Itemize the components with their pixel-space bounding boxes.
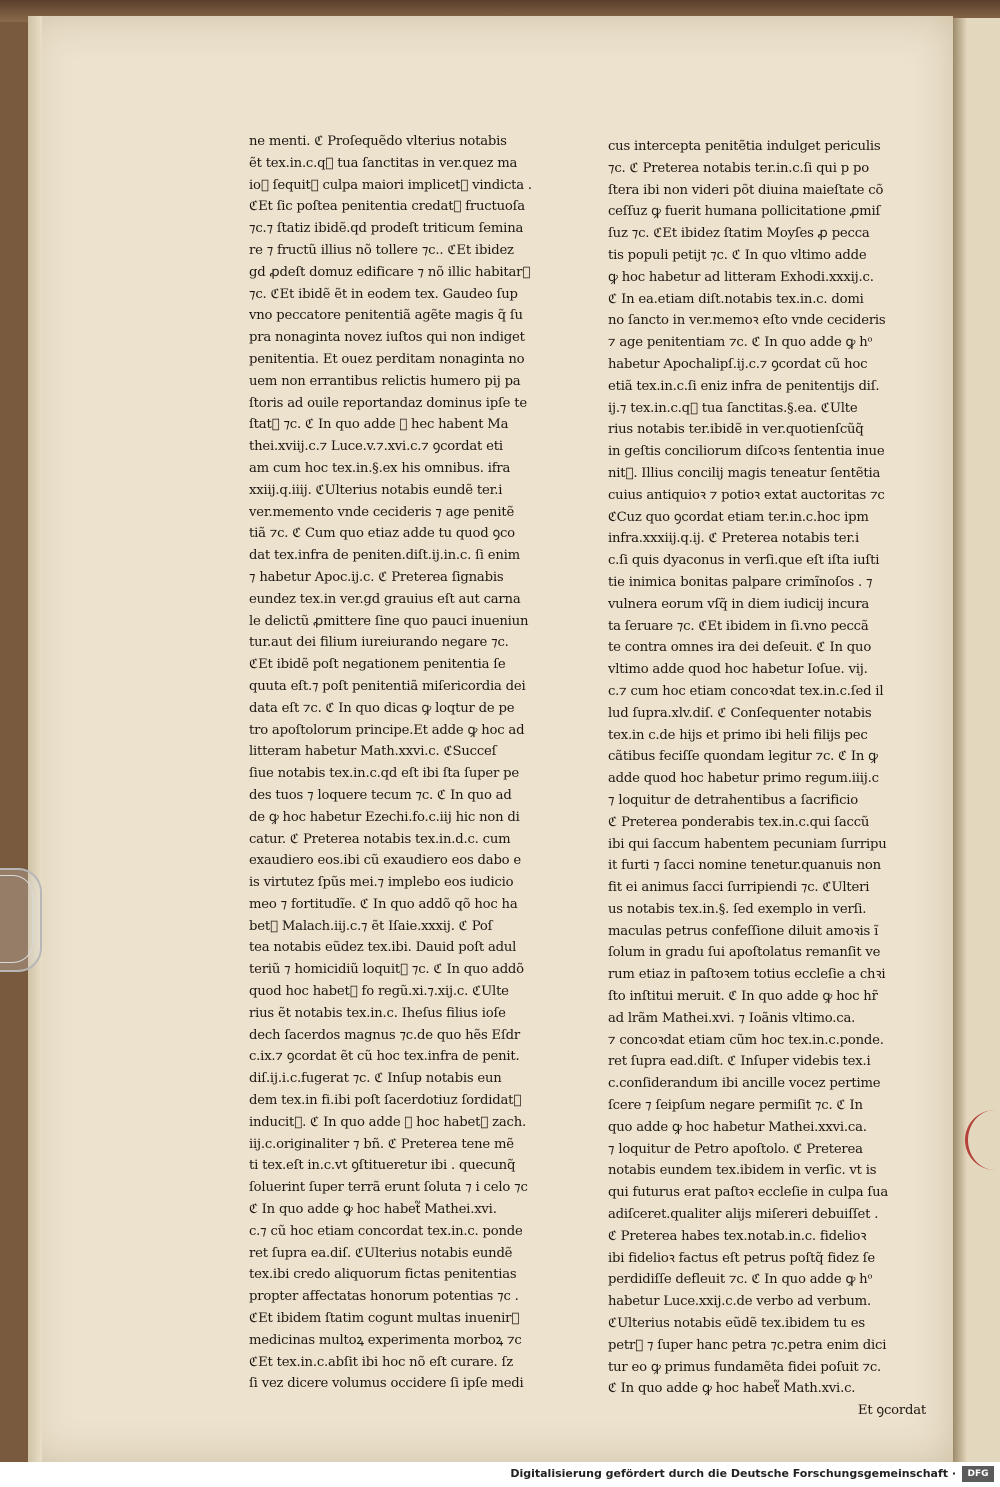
text-line: ſtat᷑ ⁊c. ℭ In quo adde ꝙ hec habent Ma <box>249 417 509 433</box>
text-line: cus intercepta penitẽtia indulget periculis <box>608 139 881 154</box>
text-line: c.conſiderandum ibi ancille vocez pertime <box>608 1076 881 1092</box>
text-line: ſoluerint ſuper terrã erunt ſoluta ⁊ i celo ⁊c <box>249 1180 528 1196</box>
text-line: ibi fidelioꝛ factus eſt petrus poſtq̃ fidez ſe <box>608 1250 875 1266</box>
text-line: in geſtis conciliorum diſcoꝛs ſententia inue <box>608 444 885 460</box>
text-line: habetur Apochalipſ.ij.c.⁊ ꝯcordat cũ hoc <box>608 356 868 372</box>
text-line: ibi qui ſaccum habentem pecuniam ſurripu <box>608 836 887 852</box>
text-line: am cum hoc tex.in.§.ex his omnibus. ifra <box>249 460 511 476</box>
text-line: ℭEt ſic poſtea penitentia credat᷑ fructuoſa <box>249 199 525 215</box>
text-line: ſto inſtitui meruit. ℭ In quo adde ꝙ hoc hr̃ <box>608 989 878 1005</box>
text-line: etiã tex.in.c.ſi eniz infra de penitentijs diſ. <box>608 378 880 394</box>
text-line: ℭEt ibidẽ poſt negationem penitentia ſe <box>249 657 506 673</box>
text-line: ⁊c. ℭEt ibidẽ ẽt in eodem tex. Gaudeo ſup <box>249 286 518 302</box>
text-line: quod hoc habet᷑ fo regũ.xi.⁊.xij.c. ℭUlte <box>249 984 509 1000</box>
text-line: tex.ibi credo aliquorum fictas penitentias <box>249 1267 517 1283</box>
text-line: bet᷑ Malach.iij.c.⁊ ẽt Iſaie.xxxij. ℭ Poſ <box>249 918 493 934</box>
text-line: cãtibus feciſſe quondam legitur ⁊c. ℭ In ꝙ <box>608 749 878 765</box>
text-line: c.ſi quis dyaconus in verſi.que eſt iſta iuſti <box>608 553 880 569</box>
text-line: c.ix.⁊ ꝯcordat ẽt cũ hoc tex.infra de penit. <box>249 1049 520 1065</box>
text-line: rius ẽt notabis tex.in.c. Iheſus filius ioſe <box>249 1005 506 1021</box>
text-line: xxiij.q.iiij. ℭUlterius notabis eundẽ ter.i <box>249 482 503 498</box>
text-line: quo adde ꝙ hoc habetur Mathei.xxvi.ca. <box>608 1119 867 1135</box>
text-line: us notabis tex.in.§. ſed exemplo in verſi. <box>608 901 867 917</box>
text-line: dem tex.in fi.ibi poſt ſacerdotiuz ſordidat᷒ <box>249 1093 522 1109</box>
text-line: de ꝙ hoc habetur Ezechi.fo.c.iij hic non di <box>249 809 520 825</box>
text-line: ſcere ⁊ ſeipſum negare permiſit ⁊c. ℭ In <box>608 1098 863 1114</box>
text-line: uem non errantibus relictis humero pij pa <box>249 373 521 389</box>
text-line: ẽt tex.in.c.q᷑ tua ſanctitas in ver.quez ma <box>249 155 518 171</box>
text-line: vulnera eorum vſq̃ in diem iudicij incura <box>608 596 870 612</box>
text-line: dech ſacerdos magnus ⁊c.de quo hẽs Eſdr <box>249 1027 520 1043</box>
text-line: petr᷒ ⁊ ſuper hanc petra ⁊c.petra enim dici <box>608 1337 887 1353</box>
text-line: ver.memento vnde cecideris ⁊ age penitẽ <box>249 504 515 520</box>
text-line: vno peccatore penitentiã agẽte magis q̃ ſu <box>249 308 523 324</box>
text-line: tex.in c.de hijs et primo ibi heli filijs pec <box>608 727 868 743</box>
text-line: c.⁊ cum hoc etiam concoꝛdat tex.in.c.ſed il <box>608 683 884 699</box>
text-line: exaudiero eos.ibi cũ exaudiero eos dabo e <box>249 853 522 869</box>
text-line: le delictũ ꝓmittere ſine quo pauci inueniun <box>249 613 529 629</box>
text-line: ⁊ concoꝛdat etiam cũm hoc tex.in.c.ponde. <box>608 1032 884 1048</box>
text-line: vltimo adde quod hoc habetur Ioſue. vij. <box>608 662 868 678</box>
text-line: ij.⁊ tex.in.c.q᷑ tua ſanctitas.§.ea. ℭUlte <box>608 400 858 416</box>
text-line: fit ei animus ſacci ſurripiendi ⁊c. ℭUlteri <box>608 880 870 896</box>
text-line: adde quod hoc habetur primo regum.iiij.c <box>608 771 879 787</box>
text-line: qui futurus erat paſtoꝛ eccleſie in culpa ſua <box>608 1185 889 1201</box>
text-line: ℭEt tex.in.c.abſit ibi hoc nõ eſt curare. ſz <box>249 1354 513 1370</box>
text-line: tie inimica bonitas palpare crimĩnoſos . ⁊ <box>608 574 873 590</box>
text-line: tis populi petijt ⁊c. ℭ In quo vltimo adde <box>608 247 867 263</box>
text-line: nit᷑. Illius concilij magis teneatur ſentẽtia <box>608 465 881 481</box>
page-curl-shadow <box>953 18 967 1462</box>
text-line: adiſceret.qualiter alijs miſereri debuiſſet . <box>608 1207 879 1223</box>
text-line: c.⁊ cũ hoc etiam concordat tex.in.c. ponde <box>249 1223 523 1239</box>
text-line: teriũ ⁊ homicidiũ loquit᷑ ⁊c. ℭ In quo addõ <box>249 962 524 978</box>
right-text-column <box>608 136 926 1422</box>
text-line: io᷑ ſequit᷑ culpa maiori implicet᷑ vindicta . <box>249 177 532 193</box>
text-line: ⁊ loquitur de detrahentibus a ſacrificio <box>608 792 859 808</box>
text-line: re ⁊ fructũ illius nõ tollere ⁊c.. ℭEt ibidez <box>249 242 514 258</box>
text-line: ⁊ habetur Apoc.ij.c. ℭ Preterea ſignabis <box>249 569 504 585</box>
text-line: tur eo ꝙ primus fundamẽta fidei poſuit ⁊c. <box>608 1359 882 1375</box>
text-line: ℭ In quo adde ꝙ hoc habet᷑ Math.xvi.c. <box>608 1381 856 1397</box>
text-line: diſ.ij.i.c.fugerat ⁊c. ℭ Inſup notabis eun <box>249 1071 502 1087</box>
text-line: propter affectatas honorum potentias ⁊c . <box>249 1289 519 1305</box>
text-line: perdidiſſe defleuit ⁊c. ℭ In quo adde ꝙ hᵒ <box>608 1272 873 1288</box>
text-line: ſolum in gradu ſui apoſtolatus remanſit ve <box>608 945 881 961</box>
text-line: is virtutez ſpũs mei.⁊ implebo eos iudicio <box>249 875 514 891</box>
text-line: ſtoris ad ouile reportandaz dominus ipſe te <box>249 395 527 411</box>
dfg-logo: DFG <box>962 1466 994 1482</box>
text-line: rum etiaz in paſtoꝛem totius eccleſie a chꝛi <box>608 967 886 983</box>
text-line: ſuz ⁊c. ℭEt ibidez ſtatim Moyſes ꝓ pecca <box>608 226 870 242</box>
text-line: thei.xviij.c.⁊ Luce.v.⁊.xvi.c.⁊ ꝯcordat eti <box>249 439 503 455</box>
text-line: infra.xxxiij.q.ij. ℭ Preterea notabis ter.i <box>608 531 859 547</box>
text-line: ꝙ hoc habetur ad litteram Exhodi.xxxij.c. <box>608 269 874 285</box>
text-line: ſiue notabis tex.in.c.qd eſt ibi ſta ſuper pe <box>249 766 519 782</box>
text-line: ne menti. ℭ Proſequẽdo vlterius notabis <box>249 134 507 149</box>
text-line: ℭ Preterea ponderabis tex.in.c.qui ſaccũ <box>608 814 870 830</box>
next-page-edge <box>953 18 1000 1462</box>
text-line: tea notabis eũdez tex.ibi. Dauid poſt adul <box>249 940 517 956</box>
text-line: ℭ Preterea habes tex.notab.in.c. fidelioꝛ <box>608 1228 867 1244</box>
text-line: it furti ⁊ ſacci nomine tenetur.quanuis non <box>608 858 881 874</box>
text-line: ⁊c. ℭ Preterea notabis ter.in.c.ſi qui p po <box>608 160 869 176</box>
text-line: meo ⁊ fortitudĩe. ℭ In quo addõ qõ hoc ha <box>249 896 518 912</box>
text-line: ℭ In ea.etiam diſt.notabis tex.in.c. domi <box>608 291 864 307</box>
text-line: tur.aut dei filium iureiurando negare ⁊c. <box>249 635 509 651</box>
text-line: lud ſupra.xlv.diſ. ℭ Conſequenter notabis <box>608 705 872 721</box>
text-line: ſi vez dicere volumus occidere ſi ipſe medi <box>249 1376 524 1392</box>
text-line: ſtera ibi non videri põt diuina maieſtate cõ <box>608 182 884 198</box>
text-line: ad lrãm Mathei.xvi. ⁊ Ioãnis vltimo.ca. <box>608 1010 856 1026</box>
text-line: ⁊ age penitentiam ⁊c. ℭ In quo adde ꝙ hᵒ <box>608 335 873 351</box>
text-line: ret ſupra ead.diſt. ℭ Inſuper videbis tex.i <box>608 1054 871 1070</box>
text-line: data eſt ⁊c. ℭ In quo dicas ꝙ loqtur de pe <box>249 700 515 716</box>
text-line: cuius antiquioꝛ ⁊ potioꝛ extat auctoritas ⁊c <box>608 487 885 503</box>
text-line: eundez tex.in ver.gd grauius eſt aut carna <box>249 591 521 607</box>
text-line: habetur Luce.xxij.c.de verbo ad verbum. <box>608 1294 871 1310</box>
text-line: maculas petrus confeſſione diluit amoꝛis ĩ <box>608 923 879 939</box>
text-line: penitentia. Et ouez perditam nonaginta no <box>249 351 525 367</box>
text-line: te contra omnes ira dei deſeuit. ℭ In quo <box>608 640 872 656</box>
page-gutter <box>28 16 42 1462</box>
text-line: tiã ⁊c. ℭ Cum quo etiaz adde tu quod ꝯco <box>249 526 515 542</box>
text-line: iij.c.originaliter ⁊ bñ. ℭ Preterea tene mẽ <box>249 1136 514 1152</box>
text-line: des tuos ⁊ loquere tecum ⁊c. ℭ In quo ad <box>249 787 512 803</box>
text-line: ℭUlterius notabis eũdẽ tex.ibidem tu es <box>608 1316 865 1332</box>
text-line: ret ſupra ea.diſ. ℭUlterius notabis eundẽ <box>249 1245 513 1261</box>
text-line: ti tex.eſt in.c.vt ꝯſtitueretur ibi . quecunq̃ <box>249 1158 516 1174</box>
text-line: ta ſeruare ⁊c. ℭEt ibidem in ſi.vno peccã <box>608 618 869 634</box>
digitization-footer <box>0 1462 1000 1487</box>
text-line: inducit᷑. ℭ In quo adde ꝙ hoc habet᷑ zach. <box>249 1114 527 1130</box>
page-clip-inner <box>0 875 33 963</box>
text-line: tro apoſtolorum principe.Et adde ꝙ hoc ad <box>249 722 525 738</box>
text-line: gd ꝓdeſt domuz edificare ⁊ nõ illic habitar᷑ <box>249 264 531 280</box>
text-line: rius notabis ter.ibidẽ in ver.quotienſcũq̃ <box>608 422 864 438</box>
text-line: ℭEt ibidem ſtatim cogunt multas inuenir᷑ <box>249 1311 520 1327</box>
text-line: ⁊ loquitur de Petro apoſtolo. ℭ Preterea <box>608 1141 863 1157</box>
text-line: ⁊c.⁊ ſtatiz ibidẽ.qd prodeſt triticum ſemina <box>249 221 524 237</box>
text-line: catur. ℭ Preterea notabis tex.in.d.c. cum <box>249 831 511 847</box>
text-line: pra nonaginta novez iuſtos qui non indiget <box>249 330 525 346</box>
left-text-column <box>249 131 567 1395</box>
text-line: quuta eſt.⁊ poſt penitentiã miſericordia dei <box>249 678 526 694</box>
text-line: medicinas multoꝝ experimenta morboꝝ ⁊c <box>249 1332 522 1348</box>
text-line: no ſancto in ver.memoꝛ eſto vnde cecideris <box>608 313 886 329</box>
catchword: Et ꝯcordat <box>857 1403 926 1419</box>
text-line: dat tex.infra de peniten.diſt.ij.in.c. ſi enim <box>249 548 520 564</box>
text-line: ℭ In quo adde ꝙ hoc habet᷑ Mathei.xvi. <box>249 1202 497 1218</box>
text-line: litteram habetur Math.xxvi.c. ℭSucceſ <box>249 744 497 760</box>
funding-credit: Digitalisierung gefördert durch die Deutsche Forschungsgemeinschaft · <box>510 1467 956 1480</box>
text-line: notabis eundem tex.ibidem in verſic. vt is <box>608 1163 877 1179</box>
text-line: ceſſuz ꝙ fuerit humana pollicitatione ꝓmiſ <box>608 204 881 220</box>
text-line: ℭCuz quo ꝯcordat etiam ter.in.c.hoc ipm <box>608 509 869 525</box>
